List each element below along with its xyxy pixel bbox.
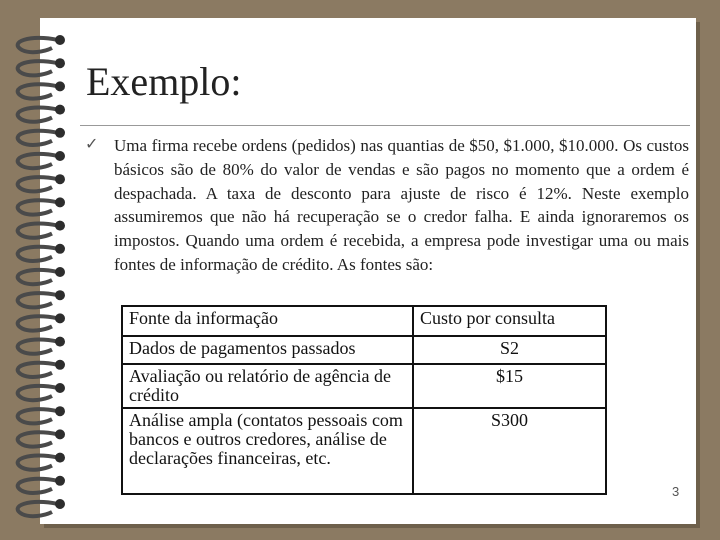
row-source: Avaliação ou relatório de agência de crédito: [122, 364, 413, 408]
binder-hole: [55, 105, 65, 115]
row-cost: S300: [413, 408, 606, 494]
binder-ring: [18, 479, 58, 493]
binder-ring: [18, 38, 58, 52]
binder-ring: [18, 224, 58, 238]
binder-hole: [55, 81, 65, 91]
binder-ring: [18, 200, 58, 214]
page-number: 3: [672, 484, 680, 499]
binder-hole: [55, 197, 65, 207]
binder-hole: [55, 58, 65, 68]
binder-ring: [18, 386, 58, 400]
binder-ring: [18, 293, 58, 307]
binder-ring: [18, 432, 58, 446]
header-source: Fonte da informação: [122, 306, 413, 336]
spiral-binding: [0, 0, 80, 540]
binder-hole: [55, 35, 65, 45]
binder-ring: [18, 84, 58, 98]
binder-ring: [18, 154, 58, 168]
binder-hole: [55, 174, 65, 184]
binder-ring: [18, 270, 58, 284]
table-header-row: [122, 306, 606, 336]
table-row: [122, 408, 606, 494]
binder-hole: [55, 244, 65, 254]
binder-ring: [18, 247, 58, 261]
binder-hole: [55, 128, 65, 138]
binder-hole: [55, 406, 65, 416]
binder-ring: [18, 177, 58, 191]
binder-hole: [55, 383, 65, 393]
binder-hole: [55, 151, 65, 161]
table-row: [122, 364, 606, 408]
credit-sources-table: [121, 305, 607, 495]
binder-hole: [55, 429, 65, 439]
title-divider: [80, 125, 690, 126]
slide-title: Exemplo:: [86, 59, 242, 104]
checkmark-bullet-icon: ✓: [85, 134, 99, 153]
binder-hole: [55, 221, 65, 231]
binder-hole: [55, 499, 65, 509]
binder-hole: [55, 290, 65, 300]
binder-hole: [55, 313, 65, 323]
binder-hole: [55, 337, 65, 347]
binder-ring: [18, 131, 58, 145]
row-source: Dados de pagamentos passados: [122, 336, 413, 364]
binder-ring: [18, 363, 58, 377]
binder-hole: [55, 360, 65, 370]
binder-ring: [18, 316, 58, 330]
binder-hole: [55, 476, 65, 486]
binder-ring: [18, 108, 58, 122]
binder-hole: [55, 453, 65, 463]
row-cost: S2: [413, 336, 606, 364]
row-source: Análise ampla (contatos pessoais com bancos e outros credores, análise de declarações financeiras, etc.: [122, 408, 413, 494]
binder-ring: [18, 456, 58, 470]
binder-ring: [18, 340, 58, 354]
binder-ring: [18, 502, 58, 516]
table-row: [122, 336, 606, 364]
row-cost: $15: [413, 364, 606, 408]
body-paragraph: Uma firma recebe ordens (pedidos) nas quantias de $50, $1.000, $10.000. Os custos básicos são de 80% do valor de vendas e são pagos no momento que a ordem é despachada. A taxa de desconto para ajuste de risco é 12%. Neste exemplo assumiremos que não há recuperação se o credor falha. E ainda ignoraremos os impostos. Quando uma ordem é recebida, a empresa pode investigar uma ou mais fontes de informação de crédito. As fontes são:: [114, 136, 689, 274]
header-cost: Custo por consulta: [413, 306, 606, 336]
binder-ring: [18, 409, 58, 423]
binder-hole: [55, 267, 65, 277]
binder-ring: [18, 61, 58, 75]
